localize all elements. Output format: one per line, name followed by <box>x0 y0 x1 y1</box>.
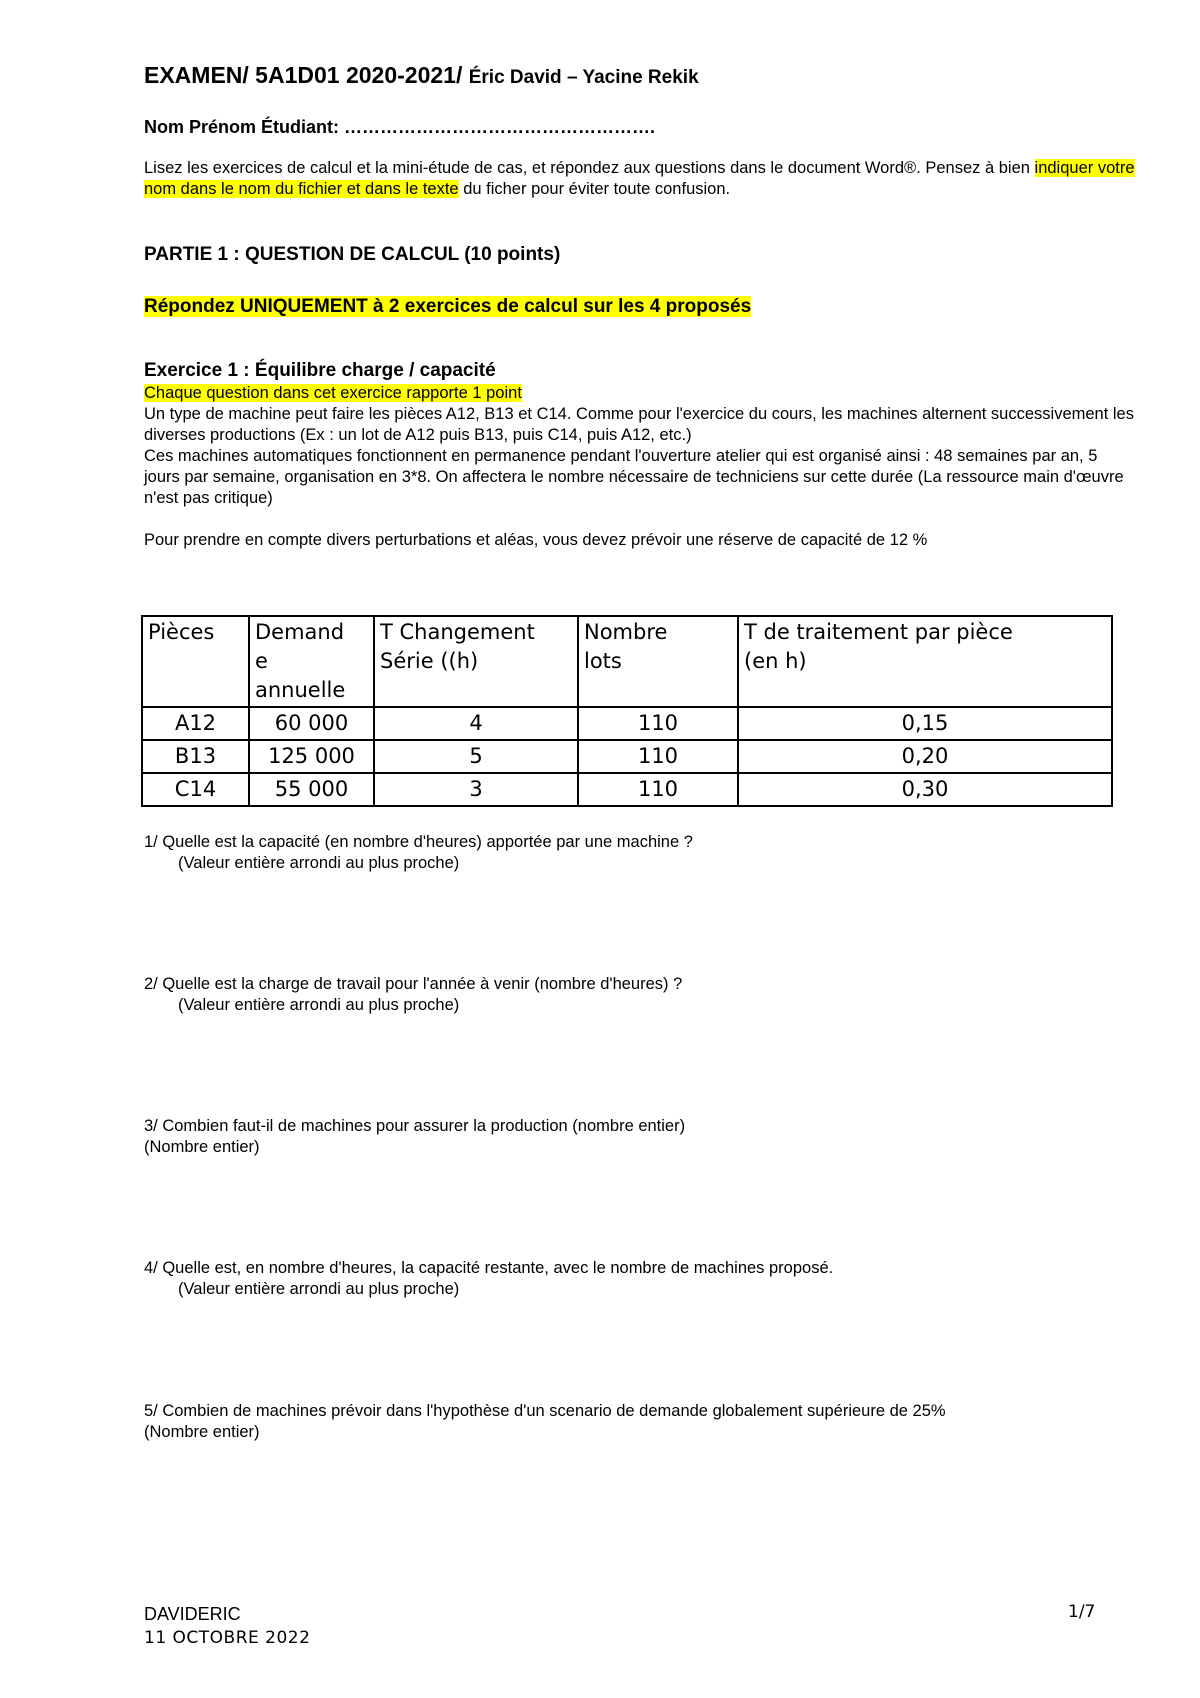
partie1-heading: PARTIE 1 : QUESTION DE CALCUL (10 points) <box>144 244 561 265</box>
exercice1-body <box>144 383 1134 551</box>
exercice1-para3: Pour prendre en compte divers perturbations et aléas, vous devez prévoir une réserve de capacité de 12 % <box>144 531 928 549</box>
table-cell: 0,15 <box>738 707 1112 740</box>
header-cell: Demand e annuelle <box>249 616 374 707</box>
exercice1-heading: Exercice 1 : Équilibre charge / capacité <box>144 360 496 381</box>
partie1-instruction <box>144 296 751 318</box>
question-text: 4/ Quelle est, en nombre d'heures, la capacité restante, avec le nombre de machines proposé. <box>144 1259 834 1277</box>
question-note: (Valeur entière arrondi au plus proche) <box>178 996 460 1014</box>
table-cell: 110 <box>578 773 738 806</box>
table-cell: B13 <box>142 740 249 773</box>
title-main: EXAMEN/ 5A1D01 2020-2021/ <box>144 62 469 88</box>
table-cell: 110 <box>578 707 738 740</box>
table-cell: 110 <box>578 740 738 773</box>
table-cell: 0,30 <box>738 773 1112 806</box>
footer-date: 11 OCTOBRE 2022 <box>144 1628 311 1648</box>
intro-text-a: Lisez les exercices de calcul et la mini-étude de cas, et répondez aux questions dans le document Word®. Pensez à bien <box>144 159 1035 177</box>
document-title <box>144 62 699 89</box>
question-text: 1/ Quelle est la capacité (en nombre d'heures) apportée par une machine ? <box>144 833 693 851</box>
student-name-line: Nom Prénom Étudiant: ……………………………………………. <box>144 117 656 137</box>
title-authors: Éric David – Yacine Rekik <box>468 67 699 88</box>
question-2 <box>144 974 682 1016</box>
exercice1-para2: Ces machines automatiques fonctionnent en permanence pendant l'ouverture atelier qui est organisé ainsi : 48 semaines par an, 5 jours par semaine, organisation en 3*8. On affectera le nombre nécessaire de techniciens sur cette durée (La ressource main d'œuvre n'est pas critique) <box>144 447 1124 507</box>
intro-paragraph <box>144 158 1144 200</box>
table-cell: 5 <box>374 740 578 773</box>
intro-highlight: indiquer votre nom dans le nom du fichier et dans le texte <box>144 159 1135 198</box>
exercice1-para1: Un type de machine peut faire les pièces A12, B13 et C14. Comme pour l'exercice du cours, les machines alternent successivement les diverses productions (Ex : un lot de A12 puis B13, puis C14, puis A12, etc.) <box>144 405 1134 444</box>
header-cell: Pièces <box>142 616 249 707</box>
page-number: 1/7 <box>1068 1602 1096 1622</box>
table-header-row <box>142 616 1112 707</box>
question-text: 3/ Combien faut-il de machines pour assurer la production (nombre entier) <box>144 1117 686 1135</box>
table-row <box>142 773 1112 806</box>
partie1-instruction-text: Répondez UNIQUEMENT à 2 exercices de calcul sur les 4 proposés <box>144 296 752 317</box>
footer-author: DAVIDERIC <box>144 1604 241 1624</box>
question-1 <box>144 832 693 874</box>
question-text: 5/ Combien de machines prévoir dans l'hypothèse d'un scenario de demande globalement supérieure de 25% <box>144 1402 946 1420</box>
footer-left <box>144 1602 310 1650</box>
table-cell: 3 <box>374 773 578 806</box>
table-cell: C14 <box>142 773 249 806</box>
question-note: (Nombre entier) <box>144 1423 260 1441</box>
exercice1-points-note: Chaque question dans cet exercice rapporte 1 point <box>144 384 522 402</box>
question-note: (Valeur entière arrondi au plus proche) <box>178 1280 460 1298</box>
table-cell: 60 000 <box>249 707 374 740</box>
table-cell: 125 000 <box>249 740 374 773</box>
question-3 <box>144 1116 685 1158</box>
intro-text-b: du ficher pour éviter toute confusion. <box>458 180 731 198</box>
question-note: (Nombre entier) <box>144 1138 260 1156</box>
table-cell: 4 <box>374 707 578 740</box>
table-cell: 55 000 <box>249 773 374 806</box>
header-cell: T de traitement par pièce (en h) <box>738 616 1112 707</box>
header-cell: Nombre lots <box>578 616 738 707</box>
table-cell: 0,20 <box>738 740 1112 773</box>
question-5 <box>144 1401 946 1443</box>
header-cell: T Changement Série ((h) <box>374 616 578 707</box>
table-cell: A12 <box>142 707 249 740</box>
table-row <box>142 740 1112 773</box>
question-note: (Valeur entière arrondi au plus proche) <box>178 854 460 872</box>
question-4 <box>144 1258 833 1300</box>
data-table <box>141 615 1113 807</box>
table-row <box>142 707 1112 740</box>
question-text: 2/ Quelle est la charge de travail pour l'année à venir (nombre d'heures) ? <box>144 975 683 993</box>
